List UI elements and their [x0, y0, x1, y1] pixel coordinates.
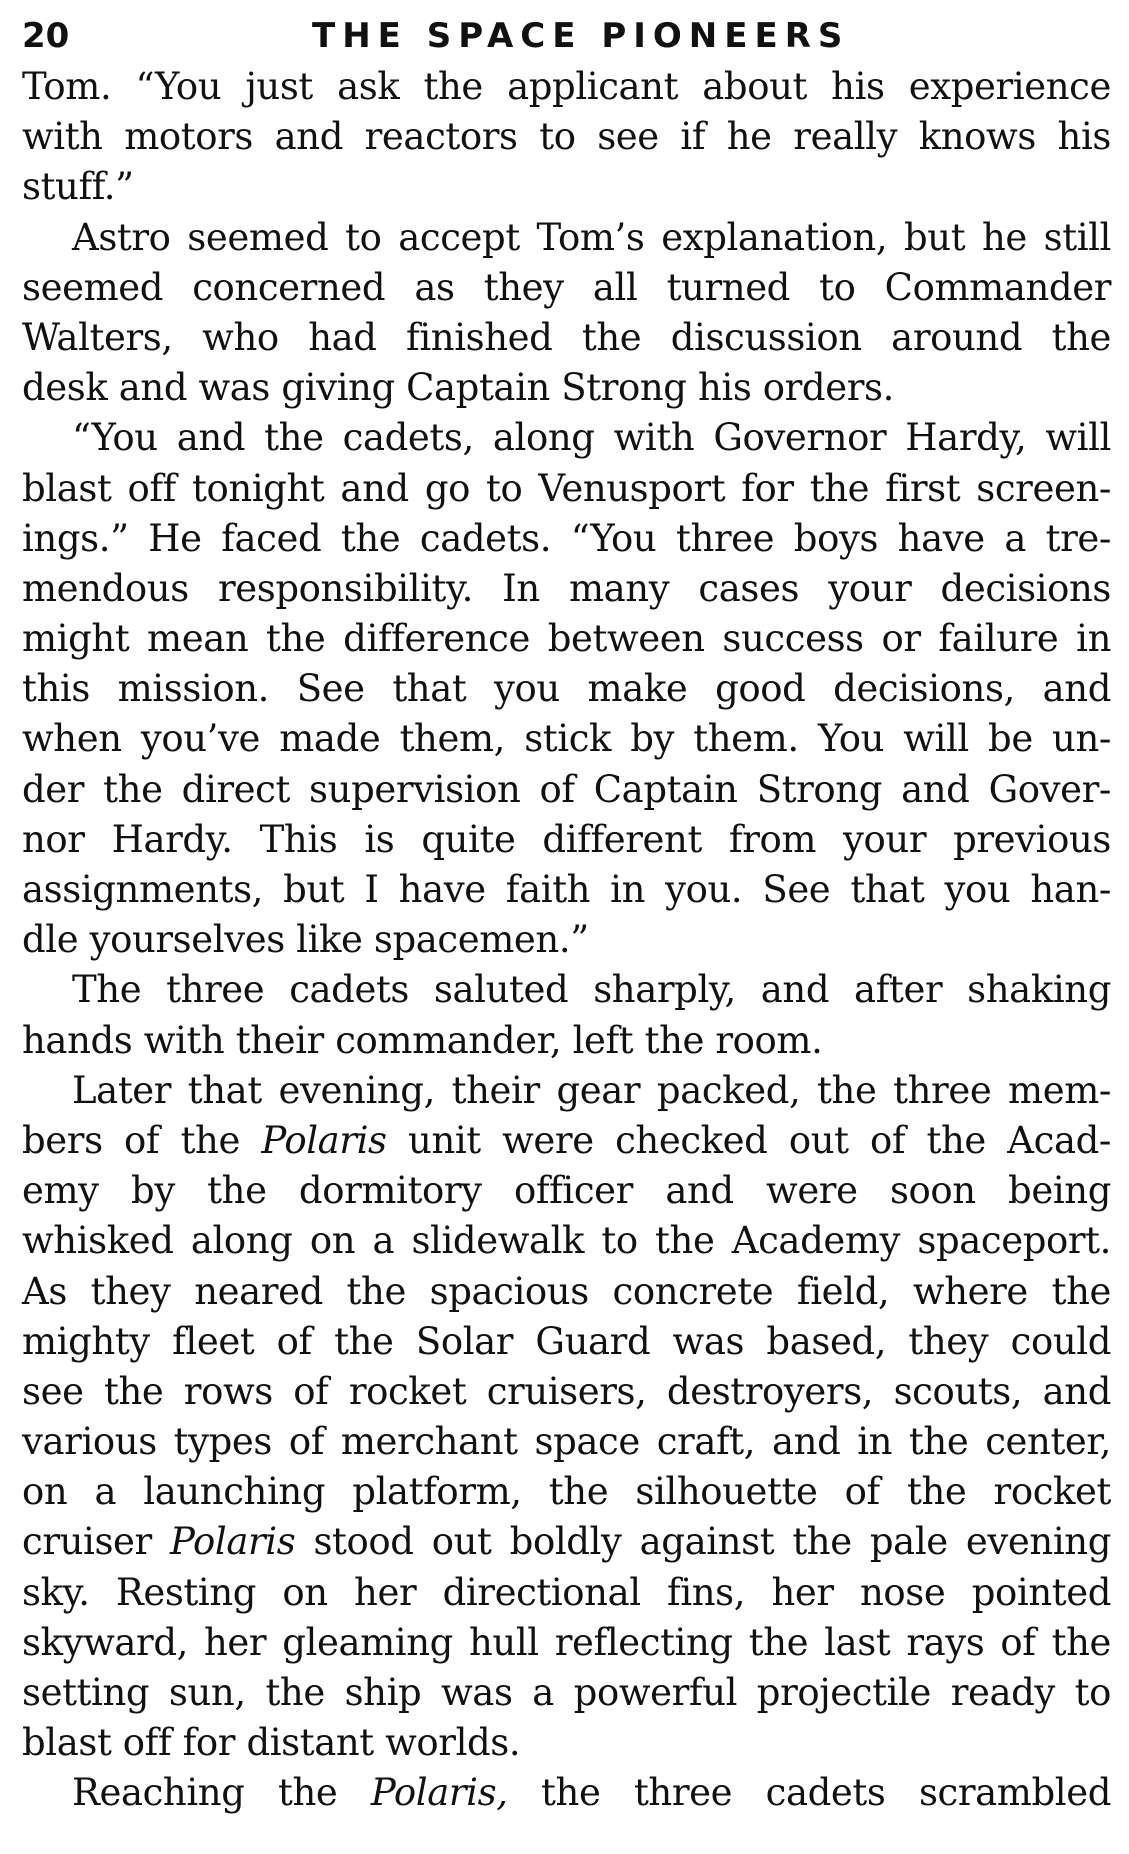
text-line [22, 1116, 1111, 1166]
text-line [22, 1768, 1111, 1818]
text-line: might mean the difference between success or failure in [22, 617, 1111, 661]
text-line: whisked along on a slidewalk to the Academy spaceport. [22, 1219, 1111, 1263]
text-line: ings.” He faced the cadets. “You three boys have a tre- [22, 516, 1111, 560]
text-line: dle yourselves like spacemen.” [22, 918, 589, 962]
text-line: blast off for distant worlds. [22, 1721, 521, 1765]
text-line: Tom. “You just ask the applicant about his experience [22, 65, 1111, 108]
text-line: mendous responsibility. In many cases your decisions [22, 566, 1111, 610]
page-number: 20 [22, 16, 70, 56]
text-line: Astro seemed to accept Tom’s explanation, but he still [72, 215, 1111, 259]
text-line: The three cadets saluted sharply, and after shaking [72, 968, 1111, 1012]
running-title: THE SPACE PIONEERS [312, 16, 850, 56]
text-line: desk and was giving Captain Strong his orders. [22, 366, 894, 410]
italic-text: Polaris, [370, 1771, 508, 1815]
text-segment: the three cadets scrambled [507, 1771, 1111, 1815]
text-line: skyward, her gleaming hull reflecting the last rays of the [22, 1620, 1111, 1664]
text-line: this mission. See that you make good decisions, and [22, 667, 1111, 711]
text-line: when you’ve made them, stick by them. You will be un- [22, 717, 1111, 761]
text-line: see the rows of rocket cruisers, destroyers, scouts, and [22, 1369, 1111, 1413]
text-segment: Reaching the [72, 1771, 371, 1815]
text-segment: unit were checked out of the Acad- [386, 1118, 1111, 1162]
text-line: mighty fleet of the Solar Guard was based, they could [22, 1319, 1111, 1363]
text-line: various types of merchant space craft, and in the center, [22, 1420, 1111, 1464]
body-text [22, 62, 1111, 1819]
text-segment: bers of the [22, 1118, 262, 1162]
text-line: with motors and reactors to see if he really knows his [22, 115, 1111, 159]
text-line: Walters, who had finished the discussion around the [22, 315, 1111, 359]
page-header [22, 14, 1111, 58]
text-line: As they neared the spacious concrete field, where the [22, 1269, 1111, 1313]
text-line: Later that evening, their gear packed, the three mem- [72, 1068, 1111, 1112]
text-line: stuff.” [22, 165, 134, 209]
text-line: hands with their commander, left the room. [22, 1018, 823, 1062]
text-line: setting sun, the ship was a powerful projectile ready to [22, 1671, 1111, 1714]
text-line: seemed concerned as they all turned to Commander [22, 265, 1111, 309]
text-line: nor Hardy. This is quite different from your previous [22, 817, 1111, 861]
text-line [22, 1517, 1111, 1567]
text-segment: stood out boldly against the pale evening [295, 1520, 1111, 1564]
text-line: blast off tonight and go to Venusport for the first screen- [22, 466, 1111, 510]
text-line: der the direct supervision of Captain Strong and Gover- [22, 767, 1111, 811]
text-segment: cruiser [22, 1520, 171, 1564]
text-line: sky. Resting on her directional fins, her nose pointed [22, 1570, 1111, 1614]
text-line: emy by the dormitory officer and were soon being [22, 1169, 1111, 1213]
text-line: “You and the cadets, along with Governor Hardy, will [72, 416, 1111, 460]
text-line: on a launching platform, the silhouette of the rocket [22, 1470, 1111, 1514]
italic-text: Polaris [261, 1118, 387, 1162]
text-line: assignments, but I have faith in you. See that you han- [22, 868, 1111, 911]
italic-text: Polaris [170, 1520, 296, 1564]
book-page [22, 14, 1111, 1819]
